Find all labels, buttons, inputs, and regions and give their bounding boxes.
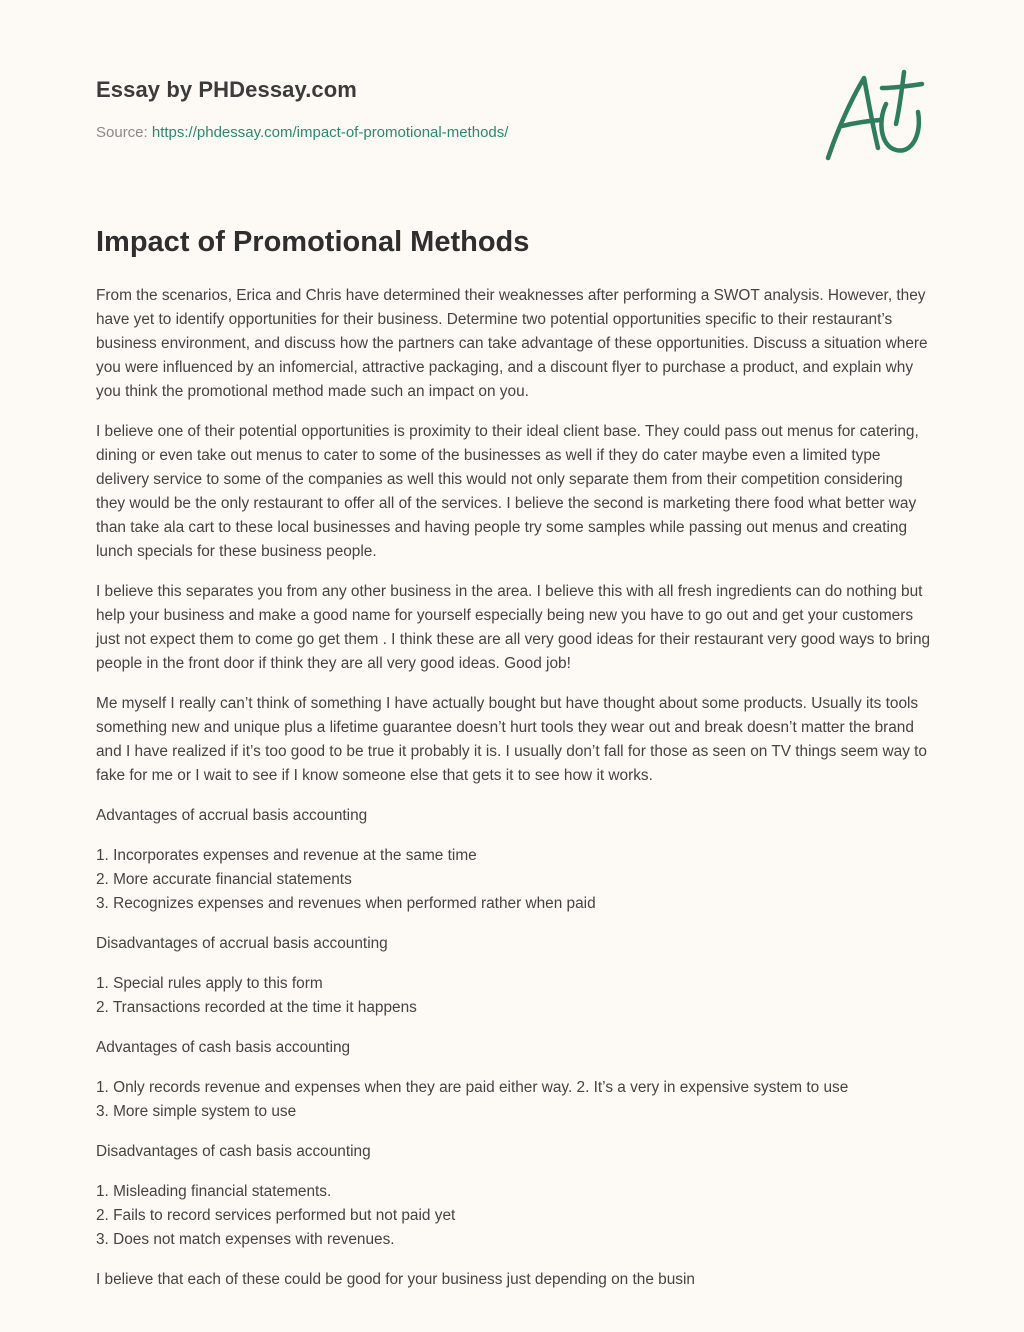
paragraph: I believe one of their potential opportunities is proximity to their ideal client base. They could pass out menus for catering, dining or even take out menus to cater to some of the businesses as well if they do cater maybe even a limited type delivery service to some of the companies as well this would not only separate them from their competition considering they would be the only restaurant to offer all of the services. I believe the second is marketing there food what better way than take ala cart to these local businesses and having people try some samples while passing out menus and creating lunch specials for these business people. — [96, 423, 919, 560]
paragraph: From the scenarios, Erica and Chris have determined their weaknesses after performing a SWOT analysis. However, they have yet to identify opportunities for their business. Determine two potential opportunities specific to their restaurant’s business environment, and discuss how the partners can take advantage of these opportunities. Discuss a situation where you were influenced by an infomercial, attractive packaging, and a discount flyer to purchase a product, and explain why you think the promotional method made such an impact on you. — [96, 287, 928, 400]
list-item: 2. More accurate financial statements — [96, 871, 352, 888]
numbered-list — [96, 1180, 932, 1252]
numbered-list — [96, 1076, 932, 1124]
list-item: 1. Special rules apply to this form — [96, 975, 323, 992]
essay-title: Impact of Promotional Methods — [96, 226, 530, 258]
list-item: 1. Incorporates expenses and revenue at the same time — [96, 847, 477, 864]
section-heading: Disadvantages of accrual basis accounting — [96, 935, 388, 952]
numbered-list — [96, 844, 932, 916]
list-item: 2. Fails to record services performed but not paid yet — [96, 1207, 456, 1224]
list-item: 1. Only records revenue and expenses when they are paid either way. 2. It’s a very in expensive system to use — [96, 1079, 849, 1096]
list-item: 3. More simple system to use — [96, 1103, 297, 1120]
section-heading: Disadvantages of cash basis accounting — [96, 1143, 371, 1160]
source-line — [96, 124, 508, 141]
a-plus-logo-icon — [820, 68, 930, 168]
source-label: Source: — [96, 124, 152, 141]
essay-body — [96, 284, 932, 1308]
list-item: 1. Misleading financial statements. — [96, 1183, 332, 1200]
section-heading: Advantages of cash basis accounting — [96, 1039, 351, 1056]
numbered-list — [96, 972, 932, 1020]
list-item: 3. Recognizes expenses and revenues when performed rather when paid — [96, 895, 596, 912]
closing-paragraph: I believe that each of these could be good for your business just depending on the busin — [96, 1271, 695, 1288]
section-heading: Advantages of accrual basis accounting — [96, 807, 368, 824]
list-item: 3. Does not match expenses with revenues. — [96, 1231, 395, 1248]
site-title: Essay by PHDessay.com — [96, 77, 357, 102]
list-item: 2. Transactions recorded at the time it happens — [96, 999, 417, 1016]
paragraph: I believe this separates you from any other business in the area. I believe this with all fresh ingredients can do nothing but help your business and make a good name for yourself especially being new you have to go out and get your customers just not expect them to come go get them . I think these are all very good ideas for their restaurant very good ways to bring people in the front door if think they are all very good ideas. Good job! — [96, 583, 931, 672]
source-link[interactable]: https://phdessay.com/impact-of-promotional-methods/ — [151, 124, 509, 141]
paragraph: Me myself I really can’t think of something I have actually bought but have thought about some products. Usually its tools something new and unique plus a lifetime guarantee doesn’t hurt tools they wear out and break doesn’t matter the brand and I have realized if it’s too good to be true it probably it is. I usually don’t fall for those as seen on TV things seem way to fake for me or I wait to see if I know someone else that gets it to see how it works. — [96, 695, 927, 784]
